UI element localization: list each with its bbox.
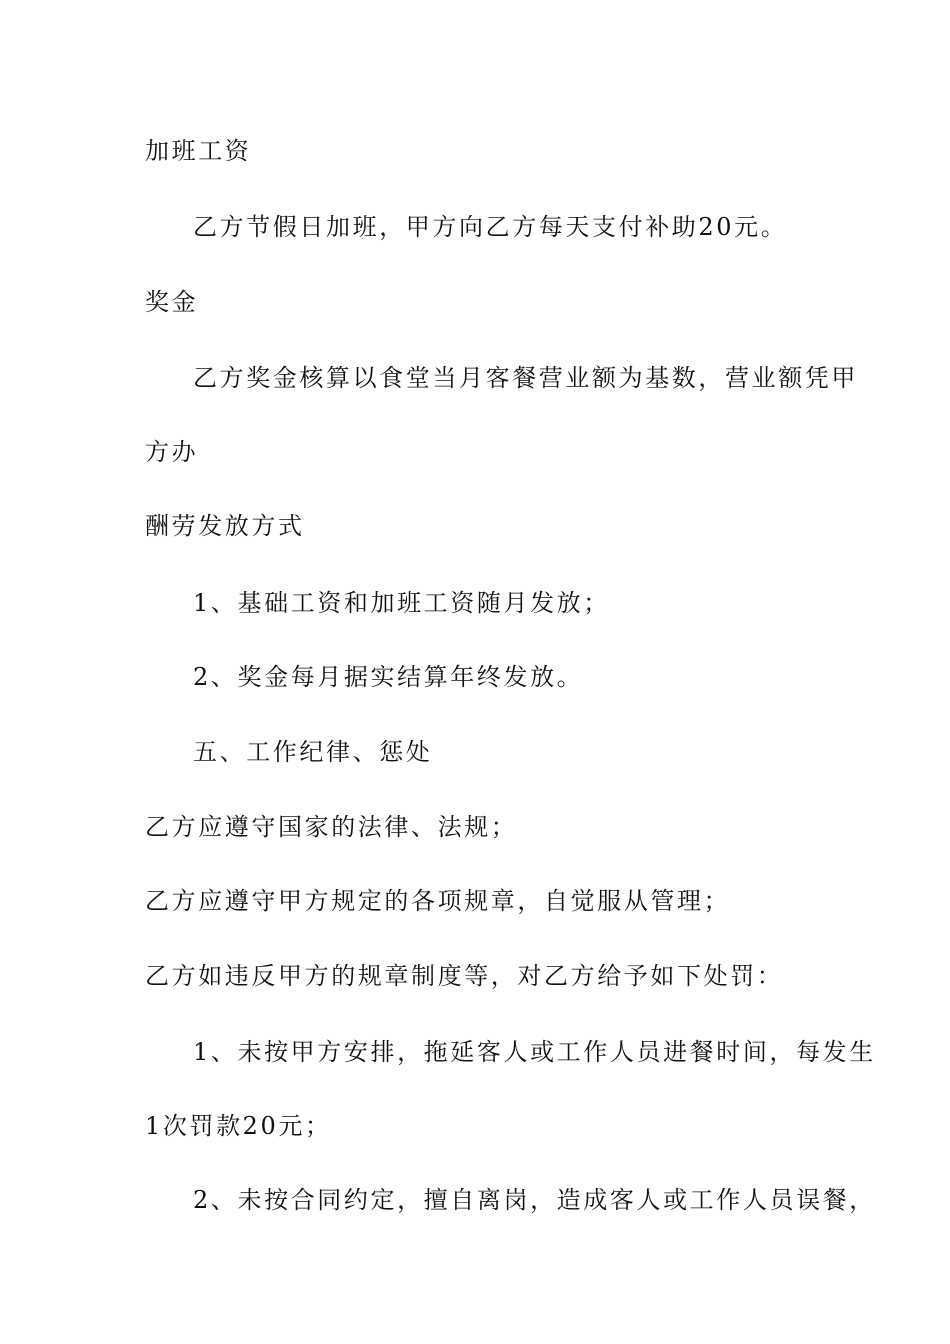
list-item-payment-2: 2、奖金每月据实结算年终发放。 <box>193 663 584 691</box>
section-heading-payment-method: 酬劳发放方式 <box>145 512 305 540</box>
list-item-payment-1: 1、基础工资和加班工资随月发放； <box>193 589 610 617</box>
paragraph-bonus-calculation-continued: 方办 <box>145 438 199 466</box>
list-item-penalty-1-continued: 1次罚款20元； <box>145 1112 332 1140</box>
list-item-penalty-1: 1、未按甲方安排，拖延客人或工作人员进餐时间，每发生 <box>193 1038 876 1066</box>
paragraph-overtime-subsidy: 乙方节假日加班，甲方向乙方每天支付补助20元。 <box>193 213 788 241</box>
paragraph-bonus-calculation: 乙方奖金核算以食堂当月客餐营业额为基数，营业额凭甲 <box>193 364 858 392</box>
paragraph-penalty-intro: 乙方如违反甲方的规章制度等，对乙方给予如下处罚： <box>145 962 784 990</box>
section-heading-bonus: 奖金 <box>145 288 199 316</box>
paragraph-obey-rules: 乙方应遵守甲方规定的各项规章，自觉服从管理； <box>145 887 731 915</box>
list-item-penalty-2: 2、未按合同约定，擅自离岗，造成客人或工作人员误餐， <box>193 1186 876 1214</box>
section-heading-discipline: 五、工作纪律、惩处 <box>193 738 433 766</box>
section-heading-overtime-pay: 加班工资 <box>145 137 252 165</box>
paragraph-obey-law: 乙方应遵守国家的法律、法规； <box>145 813 518 841</box>
